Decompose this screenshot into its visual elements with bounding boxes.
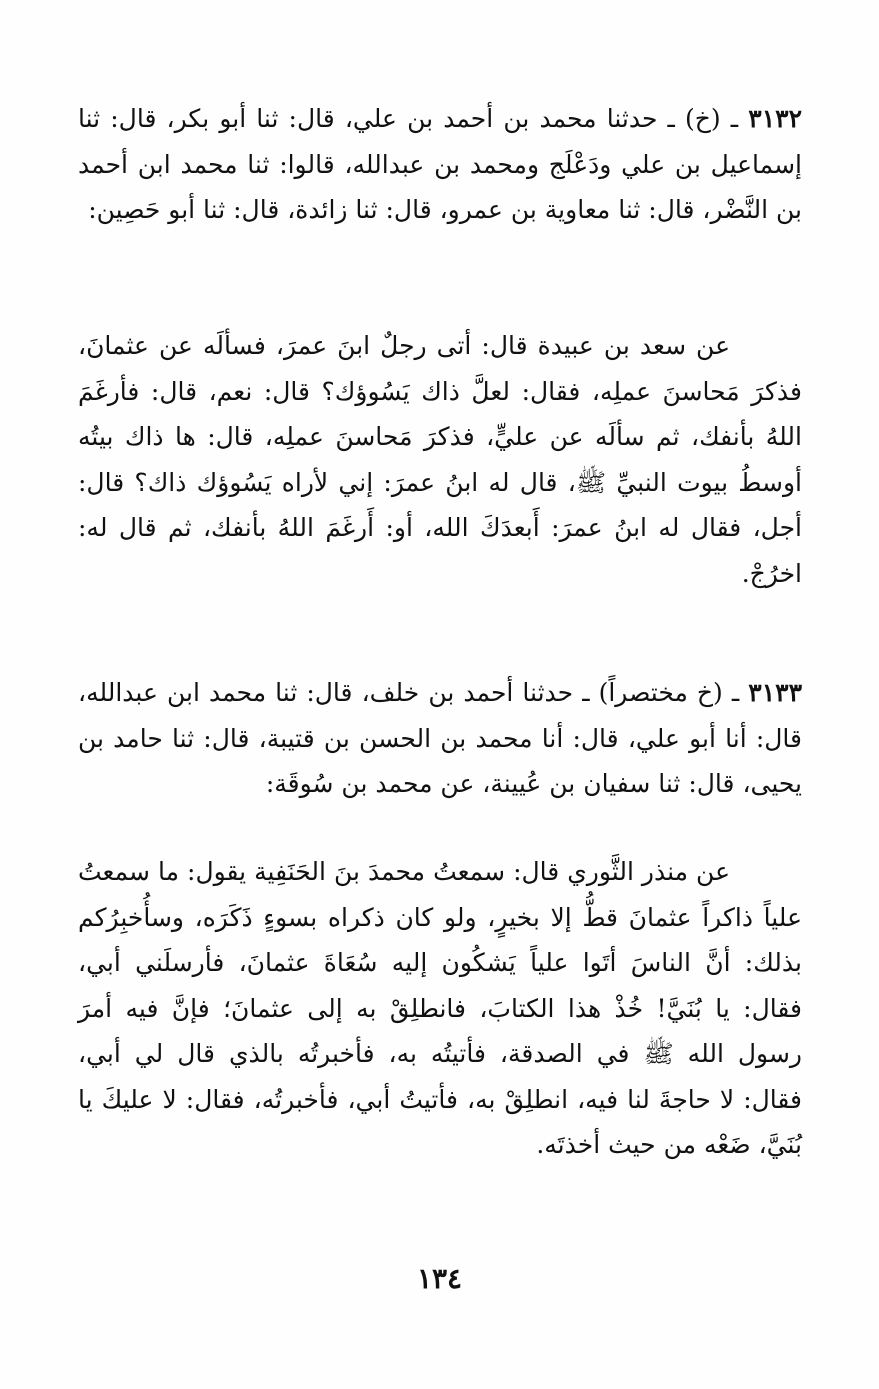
hadith-3133-matn: عن منذر الثَّوري قال: سمعتُ محمدَ بنَ الحَنَفِية يقول: ما سمعتُ علياً ذاكراً عثمانَ قطُّ إلا بخيرٍ، ولو كان ذكراه بسوءٍ ذَكَرَه، وسأُخبِرُكم بذلك: أنَّ الناسَ أتَوا علياً يَشكُون إليه سُعَاةَ عثمانَ، فأرسلَني أبي، فقال: يا بُنَيَّ! خُذْ هذا الكتابَ، فانطلِقْ به إلى عثمانَ؛ فإنَّ فيه أمرَ رسول الله ﷺ في الصدقة، فأتيتُه به، فأخبرتُه بالذي قال لي أبي، فقال: لا حاجةَ لنا فيه، انطلِقْ به، فأتيتُ أبي، فأخبرتُه، فقال: لا عليكَ يا بُنَيَّ، ضَعْه من حيث أخذتَه. — [78, 857, 802, 1159]
page-number: ١٣٤ — [416, 1262, 463, 1295]
hadith-3132-matn: عن سعد بن عبيدة قال: أتى رجلٌ ابنَ عمرَ، فسألَه عن عثمانَ، فذكرَ مَحاسنَ عملِه، فقال: لعلَّ ذاك يَسُوؤك؟ قال: نعم، قال: فأرغَمَ اللهُ بأنفك، ثم سألَه عن عليٍّ، فذكرَ مَحاسنَ عملِه، قال: ها ذاك بيتُه أوسطُ بيوت النبيِّ ﷺ، قال له ابنُ عمرَ: إني لأراه يَسُوؤك ذاك؟ قال: أجل، فقال له ابنُ عمرَ: أَبعدَكَ الله، أو: أَرغَمَ اللهُ بأنفك، ثم قال له: اخرُجْ. — [78, 331, 802, 588]
hadith-3132-isnad — [78, 96, 802, 233]
hadith-number: ٣١٣٢ — [748, 104, 802, 133]
hadith-3133-isnad — [78, 670, 802, 807]
isnad-text: ـ (خ مختصراً) ـ حدثنا أحمد بن خلف، قال: ثنا محمد ابن عبدالله، قال: أنا أبو علي، قال: أنا محمد بن الحسن بن قتيبة، قال: ثنا حامد بن يحيى، قال: ثنا سفيان بن عُيينة، عن محمد بن سُوقَة: — [78, 678, 802, 798]
isnad-text: ـ (خ) ـ حدثنا محمد بن أحمد بن علي، قال: ثنا أبو بكر، قال: ثنا إسماعيل بن علي ودَعْلَج ومحمد بن عبدالله، قالوا: ثنا محمد ابن أحمد بن النَّضْر، قال: ثنا معاوية بن عمرو، قال: ثنا زائدة، قال: ثنا أبو حَصِين: — [78, 104, 802, 224]
hadith-number: ٣١٣٣ — [748, 678, 802, 707]
